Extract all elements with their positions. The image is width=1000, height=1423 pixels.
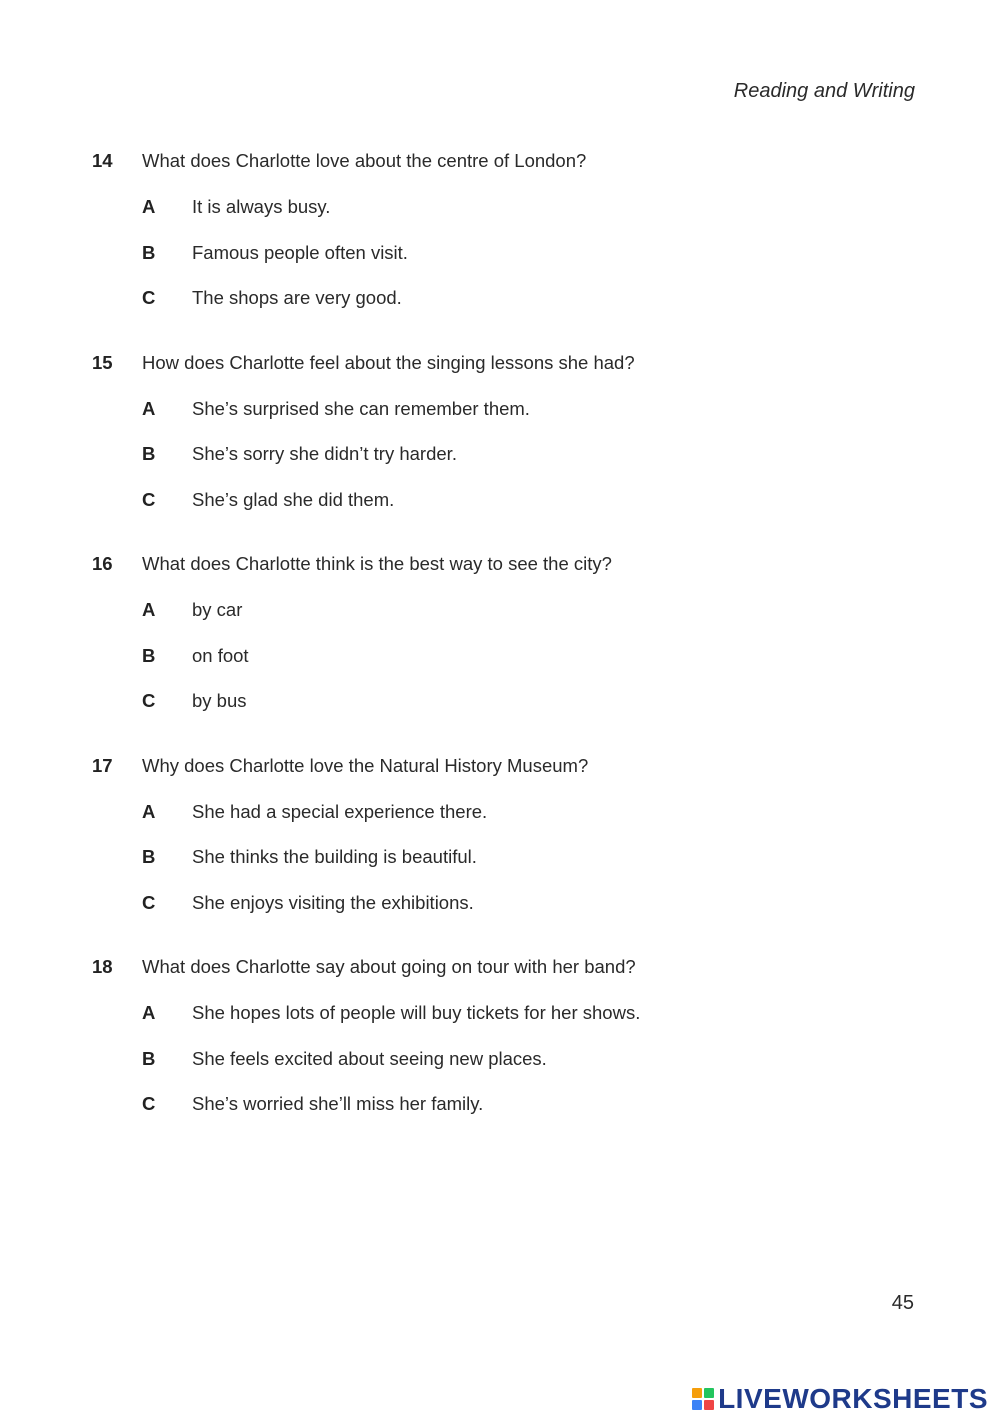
option-text: by bus: [192, 690, 247, 711]
option-a[interactable]: [142, 597, 912, 623]
option-a[interactable]: [142, 1000, 912, 1026]
logo-square-4: [704, 1400, 714, 1410]
option-letter: C: [142, 287, 156, 308]
logo-square-2: [704, 1388, 714, 1398]
watermark-text: LIVEWORKSHEETS: [718, 1383, 988, 1414]
question-stem: [92, 954, 912, 980]
option-list: [142, 1000, 912, 1117]
liveworksheets-watermark: [692, 1383, 988, 1415]
question-number: 14: [92, 150, 113, 171]
option-letter: B: [142, 443, 156, 464]
option-letter: B: [142, 644, 156, 666]
option-letter: A: [142, 196, 156, 217]
option-text: The shops are very good.: [192, 287, 402, 308]
option-b[interactable]: [142, 441, 912, 467]
question-stem: [92, 551, 912, 577]
question-text: What does Charlotte think is the best way to see the city?: [142, 553, 612, 574]
question-14: [92, 148, 912, 350]
question-number: 16: [92, 553, 113, 574]
option-b[interactable]: [142, 844, 912, 870]
question-number: 18: [92, 956, 113, 977]
option-c[interactable]: [142, 688, 912, 714]
option-letter: B: [142, 241, 156, 263]
question-stem: [92, 148, 912, 174]
option-c[interactable]: [142, 1091, 912, 1117]
question-number: 17: [92, 754, 113, 776]
option-letter: C: [142, 1093, 156, 1114]
option-letter: C: [142, 690, 156, 711]
section-title: Reading and Writing: [733, 80, 915, 102]
option-list: [142, 396, 912, 513]
option-b[interactable]: [142, 1046, 912, 1072]
option-text: She feels excited about seeing new places.: [192, 1047, 547, 1069]
question-stem: [92, 350, 912, 376]
liveworksheets-logo-icon: [692, 1388, 714, 1410]
option-text: She hopes lots of people will buy tickets for her shows.: [192, 1002, 641, 1023]
question-stem: [92, 753, 912, 779]
option-text: She thinks the building is beautiful.: [192, 846, 477, 867]
option-list: [142, 194, 912, 311]
question-17: [92, 753, 912, 955]
option-letter: A: [142, 397, 156, 419]
option-text: She’s glad she did them.: [192, 488, 395, 510]
option-text: by car: [192, 599, 243, 620]
option-text: She enjoys visiting the exhibitions.: [192, 891, 474, 913]
option-a[interactable]: [142, 396, 912, 422]
option-text: She’s surprised she can remember them.: [192, 397, 530, 419]
option-text: She’s sorry she didn’t try harder.: [192, 443, 457, 464]
option-letter: B: [142, 846, 156, 867]
question-15: [92, 350, 912, 552]
question-text: How does Charlotte feel about the singing lessons she had?: [142, 351, 635, 373]
option-b[interactable]: [142, 643, 912, 669]
option-letter: A: [142, 599, 156, 620]
option-c[interactable]: [142, 890, 912, 916]
option-letter: B: [142, 1047, 156, 1069]
question-text: Why does Charlotte love the Natural History Museum?: [142, 754, 589, 776]
option-text: She had a special experience there.: [192, 800, 488, 822]
option-c[interactable]: [142, 487, 912, 513]
option-a[interactable]: [142, 194, 912, 220]
question-16: [92, 551, 912, 753]
option-list: [142, 597, 912, 714]
option-text: She’s worried she’ll miss her family.: [192, 1093, 484, 1114]
question-text: What does Charlotte say about going on tour with her band?: [142, 956, 636, 977]
question-list: [92, 148, 912, 1156]
logo-square-3: [692, 1400, 702, 1410]
option-letter: A: [142, 1002, 156, 1023]
option-c[interactable]: [142, 285, 912, 311]
question-number: 15: [92, 351, 113, 373]
option-b[interactable]: [142, 240, 912, 266]
option-letter: C: [142, 891, 156, 913]
page-number: 45: [891, 1292, 914, 1314]
option-letter: A: [142, 800, 156, 822]
question-18: [92, 954, 912, 1156]
option-list: [142, 799, 912, 916]
option-letter: C: [142, 488, 156, 510]
question-text: What does Charlotte love about the centre of London?: [142, 150, 587, 171]
option-text: on foot: [192, 644, 249, 666]
option-text: It is always busy.: [192, 196, 331, 217]
option-text: Famous people often visit.: [192, 241, 408, 263]
logo-square-1: [692, 1388, 702, 1398]
option-a[interactable]: [142, 799, 912, 825]
